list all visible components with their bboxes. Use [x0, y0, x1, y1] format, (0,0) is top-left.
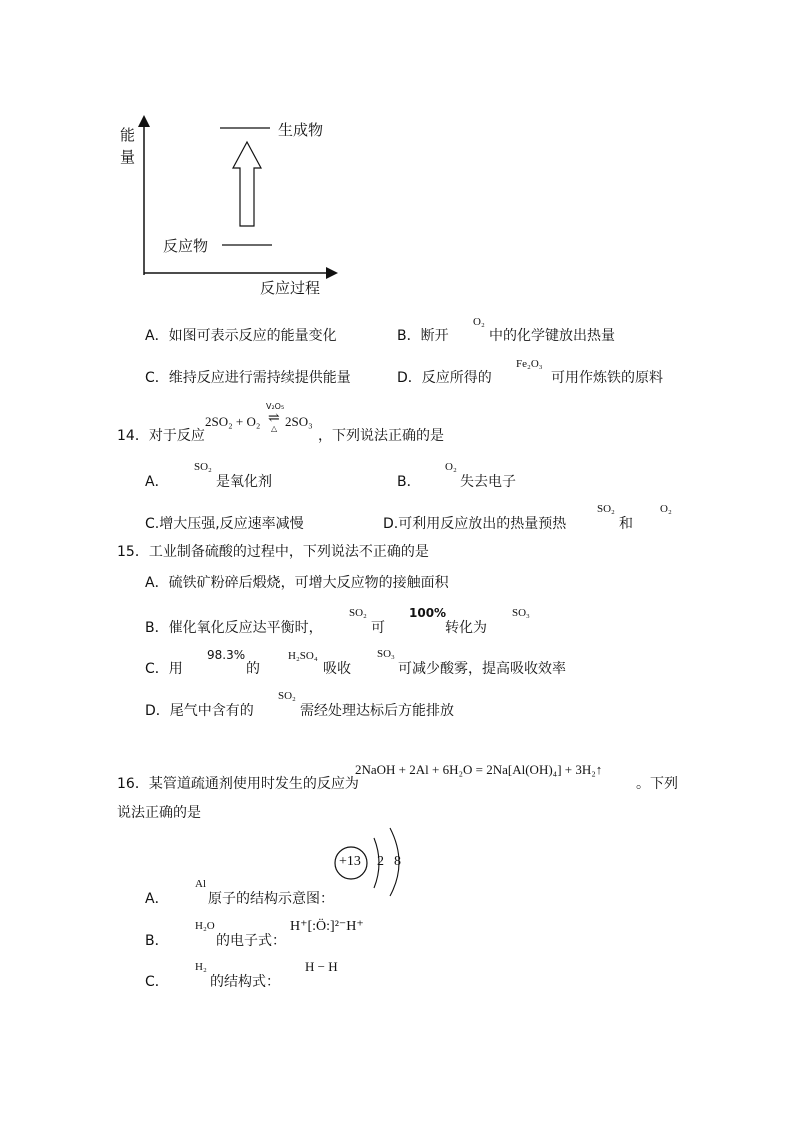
- q16-option-a-formula: Al: [195, 878, 206, 890]
- q14-option-d-and: 和: [619, 516, 633, 532]
- q15-option-b-formula-1: SO₂: [349, 607, 367, 619]
- q16-option-c-text: 的结构式：: [210, 974, 280, 990]
- q15-option-d-post: 需经处理达标后方能排放: [300, 703, 454, 719]
- al-shell-1-count: 2: [377, 854, 384, 869]
- q15-option-b-percent: 100%: [409, 606, 447, 620]
- q14-equation-right: 2SO₃: [285, 414, 313, 429]
- q15-option-b-pre: B．催化氧化反应达平衡时，: [145, 620, 323, 636]
- q14-option-a-text: 是氧化剂: [216, 474, 272, 490]
- q13-option-a: A．如图可表示反应的能量变化: [145, 328, 337, 344]
- q14-option-d-formula-1: SO₂: [597, 503, 615, 515]
- q14-equilibrium-arrows: ⇌: [268, 411, 280, 426]
- q15-option-c-pre: C．用: [145, 661, 183, 677]
- q16-option-b-label: B．: [145, 933, 169, 949]
- q15-stem: 15．工业制备硫酸的过程中，下列说法不正确的是: [117, 544, 429, 560]
- up-arrow-icon: [233, 142, 261, 226]
- q14-option-a-label: A．: [145, 474, 169, 490]
- q16-stem-post: 。下列: [636, 776, 678, 792]
- q13-option-d-post: 可用作炼铁的原料: [551, 370, 663, 386]
- y-axis-label-2: 量: [120, 148, 136, 166]
- product-label: 生成物: [278, 121, 324, 139]
- q13-option-b-post: 中的化学键放出热量: [489, 328, 615, 344]
- q13-option-b-pre: B．断开: [397, 328, 449, 344]
- q15-option-a: A．硫铁矿粉碎后煅烧，可增大反应物的接触面积: [145, 575, 449, 591]
- x-axis-label: 反应过程: [260, 279, 321, 297]
- q16-equation: 2NaOH + 2Al + 6H₂O = 2Na[Al(OH)₄] + 3H₂↑: [355, 762, 603, 777]
- q14-heat-symbol: △: [271, 424, 278, 433]
- q15-option-c-formula-2: SO₃: [377, 648, 395, 660]
- q16-option-b-formula: H₂O: [195, 920, 215, 932]
- q14-option-b-text: 失去电子: [460, 474, 516, 490]
- al-shell-2-count: 8: [394, 854, 401, 869]
- q15-option-c-formula-1: H₂SO₄: [288, 650, 318, 662]
- q15-option-b-can: 可: [371, 620, 385, 636]
- q14-option-a-formula: SO₂: [194, 461, 212, 473]
- q16-option-a-text: 原子的结构示意图：: [208, 891, 334, 907]
- q16-stem-line2: 说法正确的是: [117, 805, 201, 821]
- q15-option-c-absorb: 吸收: [323, 661, 351, 677]
- y-axis-label-1: 能: [120, 126, 136, 144]
- q13-option-d-pre: D．反应所得的: [397, 370, 492, 386]
- q14-option-d-pre: D.可利用反应放出的热量预热: [383, 516, 567, 532]
- q15-option-c-of: 的: [246, 661, 260, 677]
- q15-option-b-formula-2: SO₃: [512, 607, 530, 619]
- q13-option-c: C．维持反应进行需持续提供能量: [145, 370, 351, 386]
- q13-option-b-formula: O₂: [473, 316, 485, 328]
- q16-stem-pre: 16．某管道疏通剂使用时发生的反应为: [117, 776, 359, 792]
- q14-option-b-label: B．: [397, 474, 421, 490]
- q15-option-d-pre: D．尾气中含有的: [145, 703, 254, 719]
- q14-stem-pre: 14．对于反应: [117, 428, 205, 444]
- q16-electron-formula: H⁺[:Ö:]²⁻H⁺: [290, 919, 364, 934]
- q16-structural-formula: H − H: [305, 959, 338, 974]
- q15-option-c-post: 可减少酸雾，提高吸收效率: [398, 661, 566, 677]
- q16-option-c-label: C．: [145, 974, 169, 990]
- q14-stem-post: ，下列说法正确的是: [318, 428, 444, 444]
- q14-option-c: C.增大压强,反应速率减慢: [145, 516, 304, 532]
- q14-equation-left: 2SO₂ + O₂: [205, 414, 261, 429]
- q15-option-d-formula: SO₂: [278, 690, 296, 702]
- al-nucleus-charge: +13: [339, 854, 361, 869]
- q16-option-c-formula: H₂: [195, 961, 207, 973]
- q15-option-c-percent: 98.3%: [207, 648, 246, 662]
- q16-option-a-label: A．: [145, 891, 169, 907]
- q14-option-d-formula-2: O₂: [660, 503, 672, 515]
- q14-catalyst: V₂O₅: [266, 402, 285, 411]
- reactant-label: 反应物: [163, 237, 209, 255]
- q14-option-b-formula: O₂: [445, 461, 457, 473]
- q16-option-b-text: 的电子式：: [216, 933, 286, 949]
- q13-option-d-formula: Fe₂O₃: [516, 358, 543, 370]
- q15-option-b-to: 转化为: [445, 620, 487, 636]
